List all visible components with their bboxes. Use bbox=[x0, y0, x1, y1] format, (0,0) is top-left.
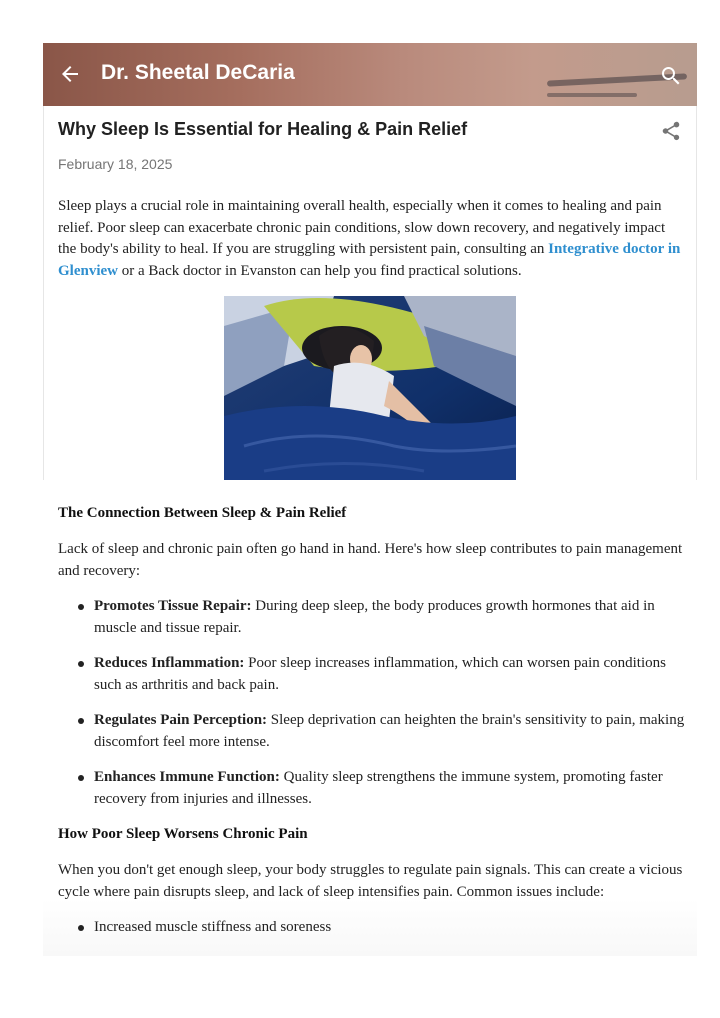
header-cloud-decoration bbox=[547, 93, 637, 97]
post-title: Why Sleep Is Essential for Healing & Pain Relief bbox=[58, 119, 468, 139]
list-item bbox=[94, 710, 686, 753]
list-item-text: Sleep deprivation can heighten the brain's sensitivity to pain, making discomfort feel more intense. bbox=[94, 712, 685, 750]
section-paragraph: Lack of sleep and chronic pain often go hand in hand. Here's how sleep contributes to pain management and recovery: bbox=[58, 541, 683, 579]
list-item-text: During deep sleep, the body produces growth hormones that aid in muscle and tissue repair. bbox=[94, 598, 655, 636]
section-heading: The Connection Between Sleep & Pain Relief bbox=[58, 505, 347, 521]
list-item-label: Reduces Inflammation: bbox=[94, 655, 245, 671]
intro-text-end: or a Back doctor in Evanston can help you find practical solutions. bbox=[118, 263, 522, 280]
blog-title-link[interactable]: Dr. Sheetal DeCaria bbox=[101, 61, 295, 84]
section-paragraph: When you don't get enough sleep, your body struggles to regulate pain signals. This can create a vicious cycle where pain disrupts sleep, and lack of sleep intensifies pain. Common issues include: bbox=[58, 862, 683, 900]
list-item bbox=[94, 767, 686, 810]
search-icon[interactable] bbox=[659, 64, 683, 88]
intro-paragraph bbox=[58, 196, 684, 283]
list-item bbox=[94, 653, 686, 696]
post-date: February 18, 2025 bbox=[58, 156, 173, 172]
list-item-label: Enhances Immune Function: bbox=[94, 769, 280, 785]
list-item bbox=[94, 596, 686, 639]
back-arrow-icon[interactable] bbox=[58, 62, 82, 86]
list-item-label: Promotes Tissue Repair: bbox=[94, 598, 252, 614]
integrative-doctor-link[interactable]: Integrative doctor in Glenview bbox=[58, 241, 681, 280]
list-item-label: Regulates Pain Perception: bbox=[94, 712, 268, 728]
blog-header bbox=[43, 43, 697, 106]
share-icon[interactable] bbox=[660, 120, 682, 142]
list-item-text: Poor sleep increases inflammation, which can worsen pain conditions such as arthritis and back pain. bbox=[94, 655, 666, 693]
section-heading: How Poor Sleep Worsens Chronic Pain bbox=[58, 826, 308, 842]
list-item-text: Quality sleep strengthens the immune system, promoting faster recovery from injuries and illnesses. bbox=[94, 769, 663, 807]
intro-text: Sleep plays a crucial role in maintaining overall health, especially when it comes to healing and pain relief. Poor sleep can exacerbate chronic pain conditions, slow down recovery, and negatively impact the body's ability to heal. If you are struggling with persistent pain, consulting an bbox=[58, 198, 666, 258]
list-item: Increased muscle stiffness and soreness bbox=[94, 917, 686, 939]
sleeping-woman-image bbox=[224, 296, 516, 490]
